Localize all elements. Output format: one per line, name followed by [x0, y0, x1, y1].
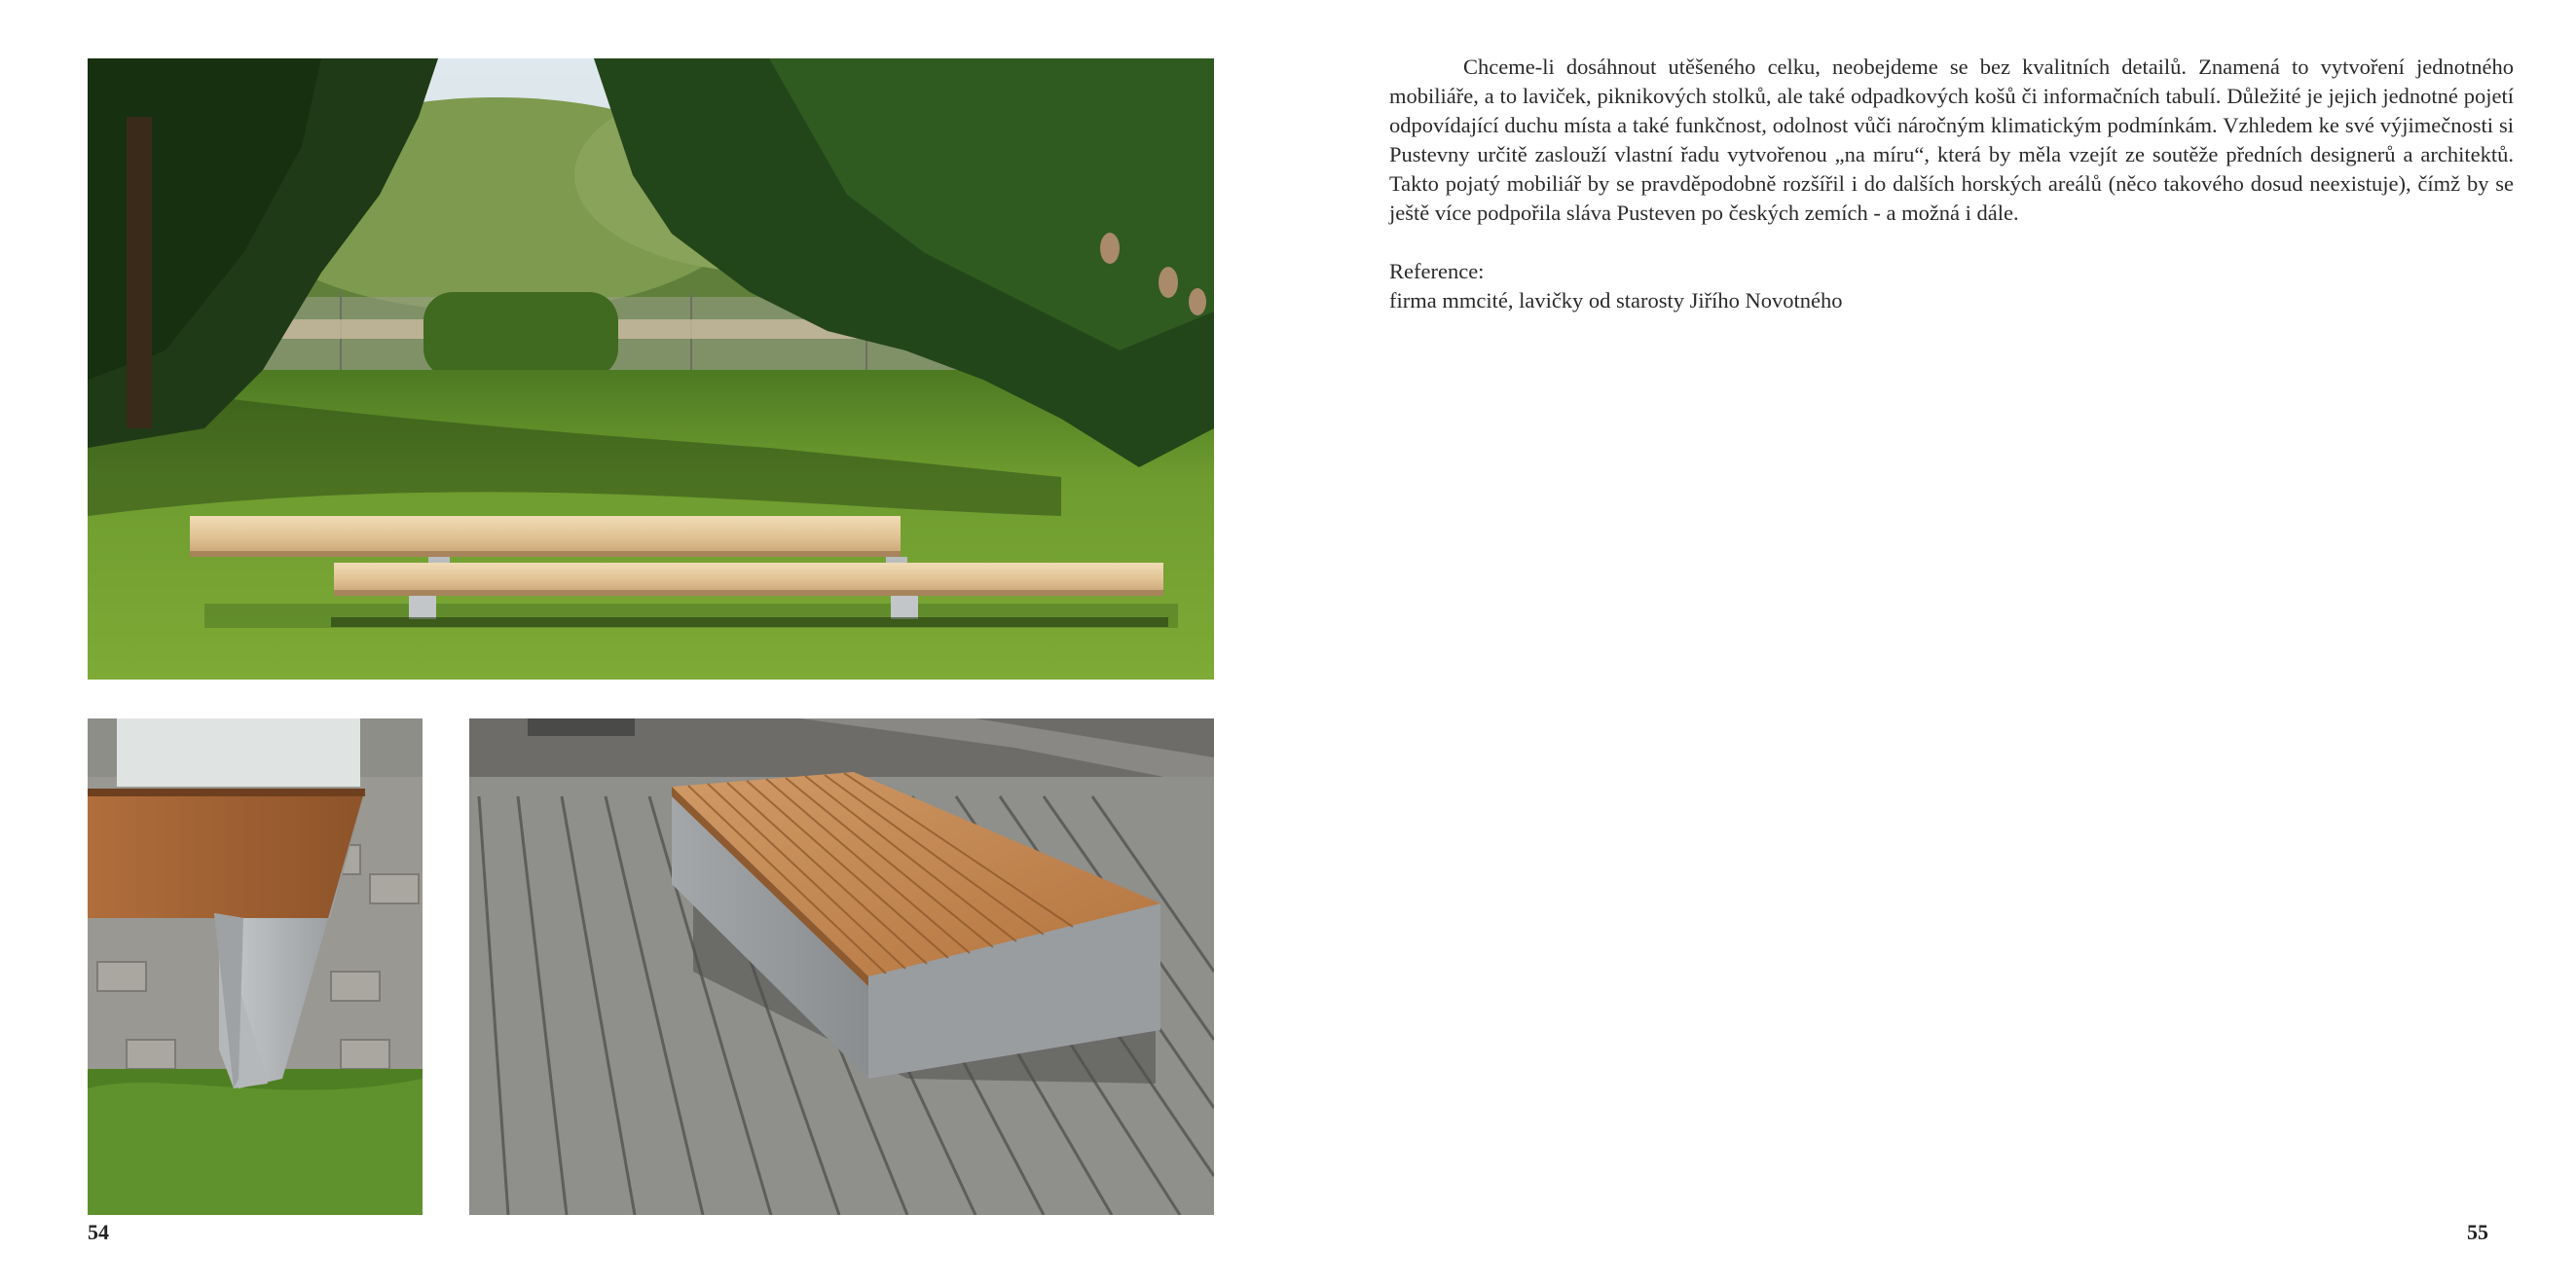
- bench-deck-illustration: [469, 718, 1214, 1215]
- photo-bench-deck: [469, 718, 1214, 1215]
- reference-block: [1389, 257, 2514, 315]
- park-benches-illustration: [88, 58, 1214, 680]
- reference-heading: Reference:: [1389, 259, 1485, 283]
- right-page: [1288, 0, 2576, 1288]
- body-paragraph: Chceme-li dosáhnout utěšeného celku, neobejdeme se bez kvalitních detailů. Znamená to vytvoření jednotného mobiliáře, a to laviček, piknikových stolků, ale také odpadkových košů či informačních tabulí. Důležité je jejich jednotné pojetí odpovídající duchu místa a také funkčnost, odolnost vůči náročným klimatickým podmínkám. Vzhledem ke své výjimečnosti si Pustevny určitě zaslouží vlastní řadu vytvořenou „na míru“, která by měla vzejít ze soutěže předních designerů a architektů. Takto pojatý mobiliář by se pravděpodobně rozšířil i do dalších horských areálů (něco takového dosud neexistuje), čímž by se ještě více podpořila sláva Pusteven po českých zemích - a možná i dále.: [1389, 55, 2514, 225]
- body-text-block: [1389, 53, 2514, 315]
- photo-park-benches: [88, 58, 1214, 680]
- photo-bench-detail: [88, 718, 423, 1215]
- bench-detail-illustration: [88, 718, 423, 1215]
- page-number-right: 55: [2467, 1220, 2488, 1244]
- page-number-left: 54: [88, 1220, 109, 1244]
- reference-text: firma mmcité, lavičky od starosty Jiřího Novotného: [1389, 288, 1843, 313]
